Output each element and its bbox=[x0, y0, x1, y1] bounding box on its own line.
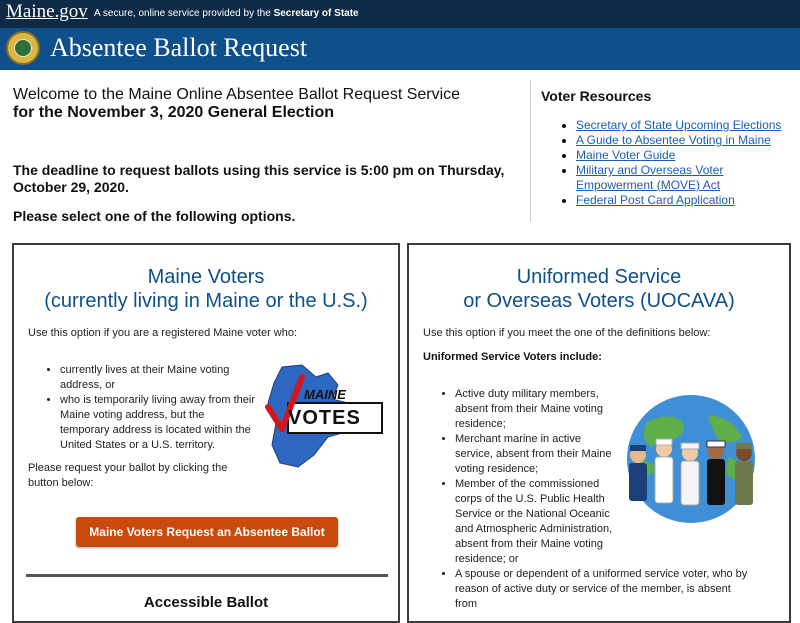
request-instructions: Please request your ballot by clicking the button below: bbox=[28, 462, 228, 489]
top-banner bbox=[0, 0, 800, 28]
resource-link-fpca[interactable]: Federal Post Card Application bbox=[576, 193, 735, 207]
accessible-ballot-heading: Accessible Ballot bbox=[143, 594, 269, 611]
resource-link-absentee-guide[interactable]: A Guide to Absentee Voting in Maine bbox=[576, 133, 771, 147]
select-prompt: Please select one of the following options. bbox=[13, 208, 296, 224]
resource-link-upcoming-elections[interactable]: Secretary of State Upcoming Elections bbox=[576, 118, 782, 132]
maine-votes-graphic bbox=[258, 363, 388, 471]
resources-list bbox=[541, 118, 791, 208]
resource-item bbox=[576, 133, 791, 148]
uocava-heading-line2: or Overseas Voters (UOCAVA) bbox=[463, 290, 735, 312]
list-item: • who is temporarily living away from their Maine voting address, but the temporary address is located within the United States or a U.S. territory. bbox=[60, 393, 255, 453]
list-item: • Active duty military members, absent from their Maine voting residence; bbox=[455, 387, 620, 432]
resource-link-voter-guide[interactable]: Maine Voter Guide bbox=[576, 148, 676, 162]
state-seal-icon bbox=[6, 31, 40, 65]
deadline-notice: The deadline to request ballots using this service is 5:00 pm on Thursday, October 29, 2020. bbox=[13, 162, 505, 195]
uocava-panel bbox=[407, 243, 791, 623]
tagline-org: Secretary of State bbox=[273, 8, 359, 19]
welcome-text bbox=[13, 86, 513, 122]
voter-resources bbox=[541, 88, 791, 208]
welcome-line-1: Welcome to the Maine Online Absentee Ballot Request Service bbox=[13, 86, 461, 103]
request-ballot-button[interactable]: Maine Voters Request an Absentee Ballot bbox=[76, 517, 338, 547]
list-item: • A spouse or dependent of a uniformed service voter, who by reason of active duty or service of the member, is absent from bbox=[455, 567, 755, 612]
resource-item bbox=[576, 163, 791, 193]
uocava-bullets bbox=[455, 387, 748, 612]
maine-voters-bullets bbox=[60, 363, 255, 453]
tagline bbox=[94, 8, 359, 19]
list-item: • Merchant marine in active service, absent from their Maine voting residence; bbox=[455, 432, 620, 477]
maine-voters-heading-line1: Maine Voters bbox=[147, 266, 265, 288]
service-members-globe-image bbox=[616, 393, 766, 525]
resources-title: Voter Resources bbox=[541, 88, 652, 104]
resource-item bbox=[576, 193, 791, 208]
maine-voters-heading bbox=[14, 265, 398, 313]
resource-item bbox=[576, 118, 791, 133]
uocava-heading-line1: Uniformed Service bbox=[516, 266, 682, 288]
list-item: • currently lives at their Maine voting address, or bbox=[60, 363, 255, 393]
maine-voters-heading-line2: (currently living in Maine or the U.S.) bbox=[44, 290, 368, 312]
resource-link-move-act[interactable]: Military and Overseas Voter Empowerment (MOVE) Act bbox=[576, 163, 724, 192]
maine-gov-link[interactable]: Maine.gov bbox=[6, 1, 88, 22]
graphic-votes-text: VOTES bbox=[288, 407, 361, 429]
tagline-prefix: A secure, online service provided by the bbox=[94, 8, 271, 19]
uocava-subheading: Uniformed Service Voters include: bbox=[423, 351, 602, 363]
list-item: • Member of the commissioned corps of the U.S. Public Health Service or the National Oceanic and Atmospheric Administration, absent from their Maine voting residence; or bbox=[455, 477, 620, 567]
maine-voters-lead: Use this option if you are a registered Maine voter who: bbox=[28, 327, 298, 339]
resource-item bbox=[576, 148, 791, 163]
welcome-line-2: for the November 3, 2020 General Election bbox=[13, 104, 335, 121]
graphic-maine-text: MAINE bbox=[304, 387, 346, 402]
uocava-lead: Use this option if you meet the one of the definitions below: bbox=[423, 327, 711, 339]
maine-voters-panel bbox=[12, 243, 400, 623]
divider bbox=[530, 80, 531, 222]
section-divider bbox=[26, 574, 388, 577]
page-title: Absentee Ballot Request bbox=[50, 33, 308, 62]
uocava-heading bbox=[409, 265, 789, 313]
